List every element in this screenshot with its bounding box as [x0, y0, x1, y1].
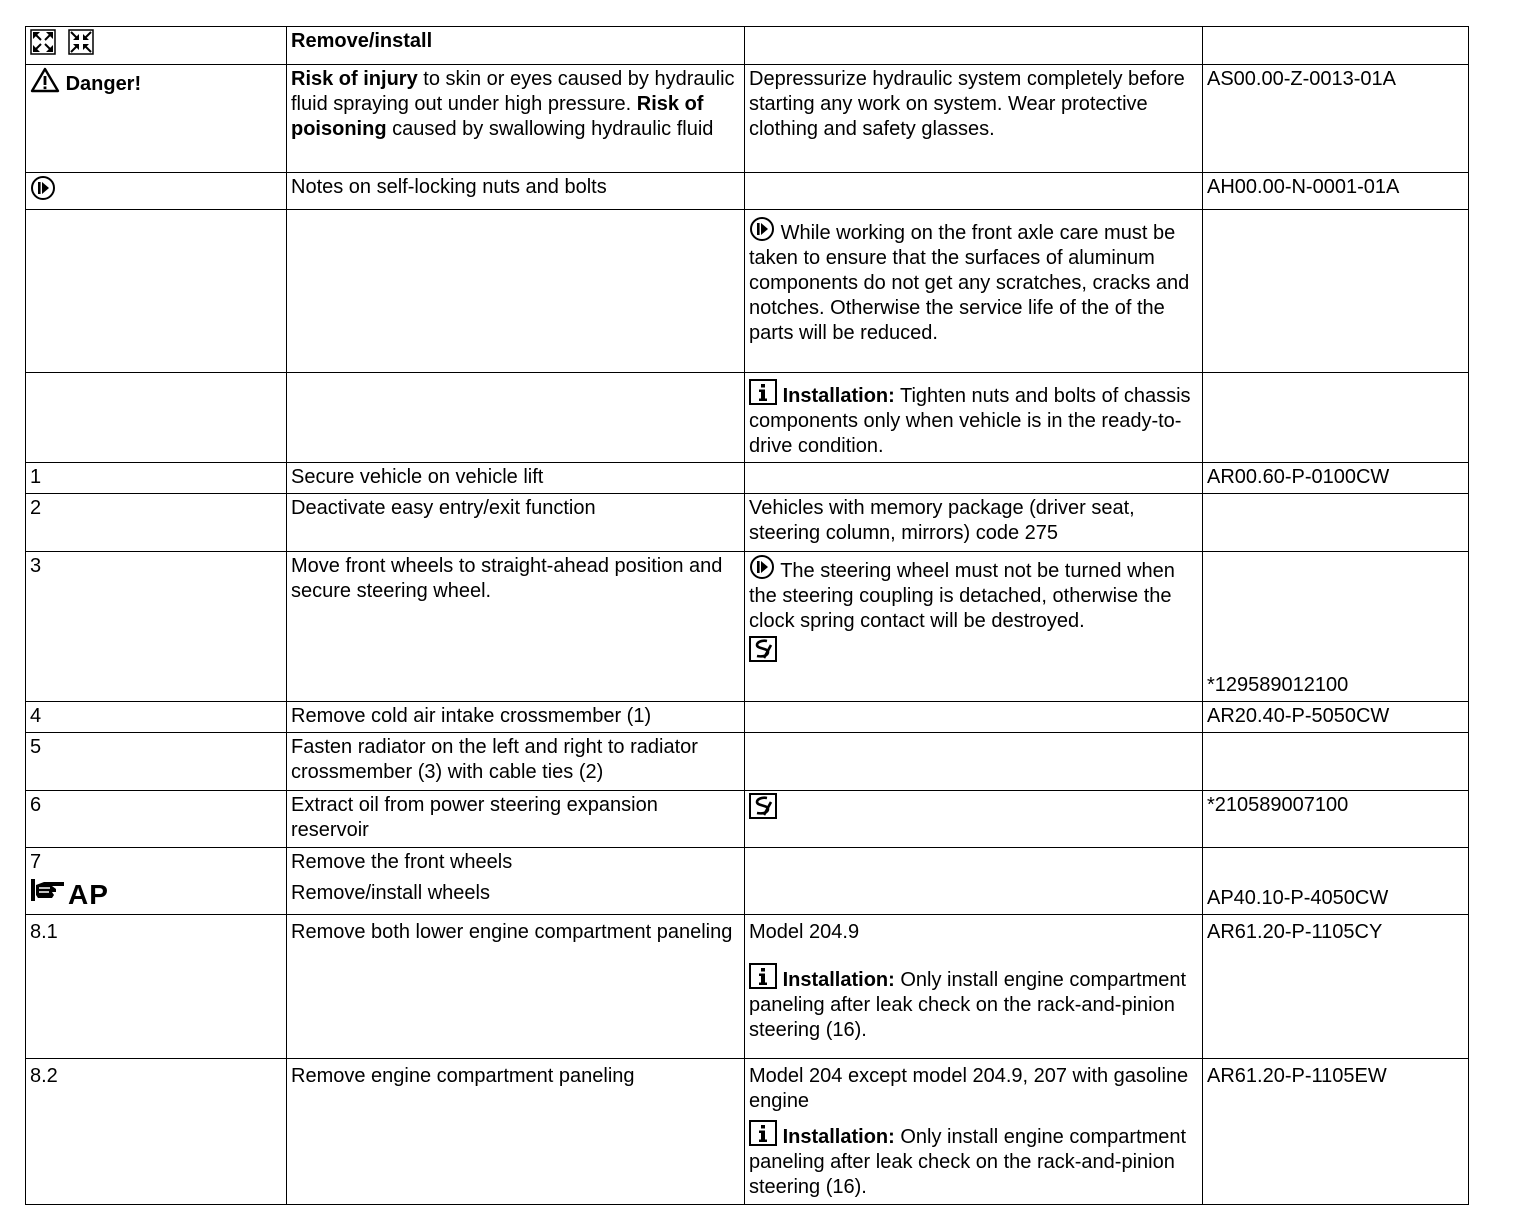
- step-row: [26, 791, 1469, 848]
- empty-cell: [1203, 210, 1469, 373]
- step-ref-link[interactable]: AR00.60-P-0100CW: [1203, 463, 1469, 494]
- step-number: 7: [30, 851, 42, 873]
- step-row: [26, 848, 1469, 915]
- step-ref-link[interactable]: AR20.40-P-5050CW: [1203, 702, 1469, 733]
- step-number: 8.1: [26, 915, 287, 1059]
- step-text: Remove both lower engine compartment paneling: [287, 915, 745, 1059]
- install-label: Installation:: [782, 969, 895, 991]
- install-note-text: Tighten nuts and bolts of chassis components only when vehicle is in the ready-to-drive condition.: [749, 385, 1191, 457]
- hazard-injury: Risk of injury: [291, 68, 418, 90]
- warning-icon: [30, 67, 60, 93]
- install-note-label: Installation:: [782, 385, 895, 407]
- install-label: Installation:: [782, 1126, 895, 1148]
- collapse-icon: [68, 29, 94, 55]
- install-note-cell: [745, 373, 1203, 463]
- header-empty-cell: [1203, 27, 1469, 65]
- model-text: Model 204.9: [749, 921, 860, 943]
- step-note-cell: [745, 1059, 1203, 1205]
- step-text-cell: [287, 848, 745, 915]
- aluminum-note-text: While working on the front axle care must be taken to ensure that the surfaces of aluminum components do not get any scratches, cracks and notches. Otherwise the service life of the of the parts will be reduced.: [749, 222, 1190, 344]
- step-row: [26, 494, 1469, 552]
- model-text: Model 204 except model 204.9, 207 with gasoline engine: [749, 1065, 1189, 1112]
- step-note: Vehicles with memory package (driver seat, steering column, mirrors) code 275: [745, 494, 1203, 552]
- step-number-cell: [26, 848, 287, 915]
- nuts-note-text: Notes on self-locking nuts and bolts: [287, 173, 745, 210]
- step-row: [26, 915, 1469, 1059]
- nuts-note-row: [26, 173, 1469, 210]
- step-text: Remove cold air intake crossmember (1): [287, 702, 745, 733]
- step-number: 1: [26, 463, 287, 494]
- step-ref-link[interactable]: AR61.20-P-1105EW: [1203, 1059, 1469, 1205]
- empty-cell: [745, 173, 1203, 210]
- tool-ref-link[interactable]: *210589007100: [1203, 791, 1469, 848]
- pointing-hand-icon: [30, 877, 68, 903]
- empty-cell: [745, 733, 1203, 791]
- step-number: 8.2: [26, 1059, 287, 1205]
- empty-cell: [287, 210, 745, 373]
- step-text: Deactivate easy entry/exit function: [287, 494, 745, 552]
- install-text: Only install engine compartment paneling after leak check on the rack-and-pinion steering (16).: [749, 1126, 1187, 1198]
- info-icon: [749, 1120, 777, 1146]
- step-number: 4: [26, 702, 287, 733]
- step-number: 5: [26, 733, 287, 791]
- note-circle-icon: [749, 216, 775, 242]
- procedure-table: [25, 26, 1469, 1205]
- header-title: Remove/install: [287, 27, 745, 65]
- tool-ref-link[interactable]: *129589012100: [1207, 674, 1349, 696]
- special-tool-icon[interactable]: [749, 793, 777, 819]
- step-row: [26, 463, 1469, 494]
- install-text: Only install engine compartment paneling after leak check on the rack-and-pinion steering (16).: [749, 969, 1187, 1041]
- special-tool-icon[interactable]: [749, 636, 777, 662]
- danger-row: [26, 65, 1469, 173]
- step-row: [26, 733, 1469, 791]
- step-note-cell: [745, 552, 1203, 702]
- danger-ref-link[interactable]: AS00.00-Z-0013-01A: [1203, 65, 1469, 173]
- empty-cell: [1203, 373, 1469, 463]
- danger-hazard-cell: [287, 65, 745, 173]
- header-icons-cell: [26, 27, 287, 65]
- note-circle-icon: [749, 554, 775, 580]
- step-ref-link[interactable]: AP40.10-P-4050CW: [1207, 887, 1389, 909]
- empty-cell: [745, 702, 1203, 733]
- nuts-note-ref-link[interactable]: AH00.00-N-0001-01A: [1203, 173, 1469, 210]
- empty-cell: [745, 463, 1203, 494]
- empty-cell: [287, 373, 745, 463]
- hazard-injury-text: to skin or eyes caused by hydraulic fluid spraying out under high pressure.: [291, 68, 735, 115]
- step-row: [26, 702, 1469, 733]
- step-number: 6: [26, 791, 287, 848]
- step-tool-cell: [745, 791, 1203, 848]
- step-text: Secure vehicle on vehicle lift: [287, 463, 745, 494]
- note-circle-icon: [30, 175, 56, 201]
- empty-cell: [745, 848, 1203, 915]
- step-text: Extract oil from power steering expansion reservoir: [287, 791, 745, 848]
- step-subtext: Remove/install wheels: [291, 882, 490, 904]
- empty-cell: [1203, 494, 1469, 552]
- danger-label: Danger!: [65, 73, 142, 95]
- step-note-text: The steering wheel must not be turned when the steering coupling is detached, otherwise the clock spring contact will be destroyed.: [749, 560, 1175, 632]
- step-number: 2: [26, 494, 287, 552]
- info-icon: [749, 963, 777, 989]
- aluminum-note-cell: [745, 210, 1203, 373]
- note-icon-cell: [26, 173, 287, 210]
- step-row: [26, 552, 1469, 702]
- tool-ref-cell: [1203, 552, 1469, 702]
- step-text: Remove engine compartment paneling: [287, 1059, 745, 1205]
- expand-icon: [30, 29, 56, 55]
- step-number: 3: [26, 552, 287, 702]
- install-note-row: [26, 373, 1469, 463]
- step-ref-cell: [1203, 848, 1469, 915]
- header-empty-cell: [745, 27, 1203, 65]
- step-text: Move front wheels to straight-ahead position and secure steering wheel.: [287, 552, 745, 702]
- step-ref-link[interactable]: AR61.20-P-1105CY: [1203, 915, 1469, 1059]
- hazard-poisoning-text: caused by swallowing hydraulic fluid: [386, 118, 714, 140]
- step-text: Remove the front wheels: [291, 851, 513, 873]
- empty-cell: [1203, 733, 1469, 791]
- hazard-poisoning: Risk of poisoning: [291, 93, 704, 140]
- empty-cell: [26, 210, 287, 373]
- step-row: [26, 1059, 1469, 1205]
- header-row: [26, 27, 1469, 65]
- step-text: Fasten radiator on the left and right to radiator crossmember (3) with cable ties (2): [287, 733, 745, 791]
- danger-measures: Depressurize hydraulic system completely before starting any work on system. Wear protective clothing and safety glasses.: [745, 65, 1203, 173]
- empty-cell: [26, 373, 287, 463]
- step-note-cell: [745, 915, 1203, 1059]
- danger-label-cell: [26, 65, 287, 173]
- aluminum-note-row: [26, 210, 1469, 373]
- info-icon: [749, 379, 777, 405]
- ap-label: AP: [68, 879, 109, 910]
